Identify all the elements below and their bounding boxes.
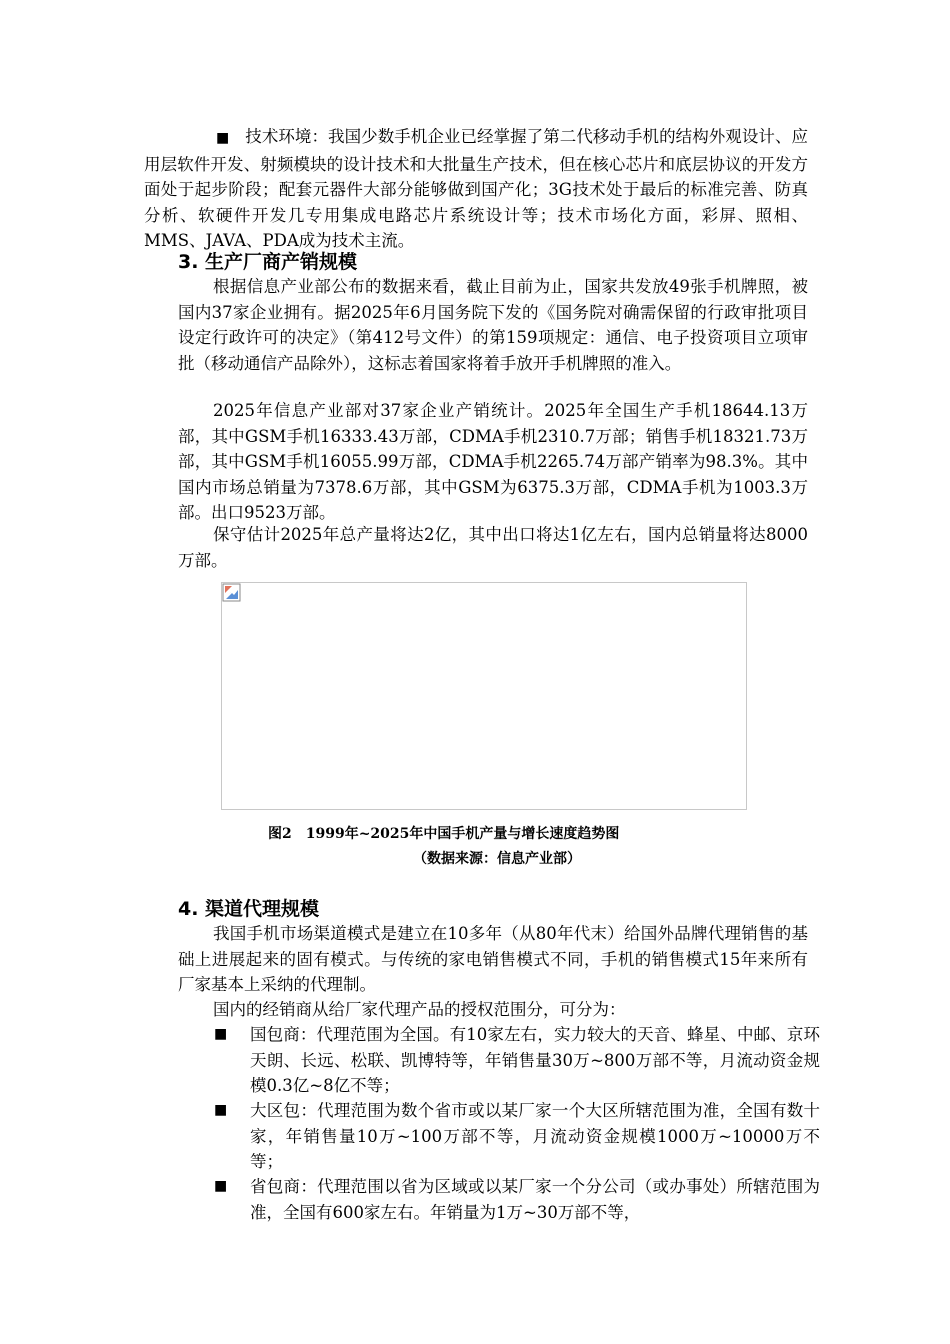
figure-2-caption: 图2 1999年~2025年中国手机产量与增长速度趋势图 bbox=[268, 826, 620, 842]
list-item bbox=[214, 1098, 820, 1175]
list-item-text: 省包商：代理范围以省为区域或以某厂家一个分公司（或办事处）所辖范围为准，全国有600家左右。年销量为1万~30万部不等， bbox=[250, 1177, 820, 1222]
section-3-heading: 3. 生产厂商产销规模 bbox=[178, 251, 358, 273]
intro-bullet bbox=[144, 124, 808, 254]
bullet-square-icon: ■ bbox=[214, 1178, 228, 1194]
section-4-heading: 4. 渠道代理规模 bbox=[178, 898, 320, 920]
section-3-paragraph-2: 2025年信息产业部对37家企业产销统计。2025年全国生产手机18644.13万部，其中GSM手机16333.43万部，CDMA手机2310.7万部；销售手机18321.73万部，其中GSM手机16055.99万部，CDMA手机2265.74万部产销率为98.3%。其中国内市场总销量为7378.6万部，其中GSM为6375.3万部，CDMA手机为1003.3万部。出口9523万部。 bbox=[178, 401, 808, 522]
section-3-paragraph-3: 保守估计2025年总产量将达2亿，其中出口将达1亿左右，国内总销量将达8000万部。 bbox=[178, 525, 808, 570]
list-item-text: 国包商：代理范围为全国。有10家左右，实力较大的天音、蜂星、中邮、京环天朗、长远、松联、凯博特等，年销售量30万~800万部不等，月流动资金规模0.3亿~8亿不等； bbox=[250, 1025, 820, 1095]
section-3-paragraph-1: 根据信息产业部公布的数据来看，截止目前为止，国家共发放49张手机牌照，被国内37家企业拥有。据2025年6月国务院下发的《国务院对确需保留的行政审批项目设定行政许可的决定》（第412号文件）的第159项规定：通信、电子投资项目立项审批（移动通信产品除外），这标志着国家将着手放开手机牌照的准入。 bbox=[178, 277, 808, 373]
list-item bbox=[214, 1174, 820, 1226]
figure-2-image-frame bbox=[221, 582, 747, 810]
intro-bullet-paragraph bbox=[144, 124, 808, 254]
list-item-text: 大区包：代理范围为数个省市或以某厂家一个大区所辖范围为准，全国有数十家，年销售量10万~100万部不等，月流动资金规模1000万~10000万不等； bbox=[250, 1101, 820, 1171]
broken-image-icon bbox=[222, 583, 242, 603]
bullet-square-icon: ■ bbox=[214, 1026, 228, 1042]
section-4-paragraph-1: 我国手机市场渠道模式是建立在10多年（从80年代末）给国外品牌代理销售的基础上进展起来的固有模式。与传统的家电销售模式不同，手机的销售模式15年来所有厂家基本上采纳的代理制。 bbox=[178, 924, 808, 994]
bullet-square-icon: ■ bbox=[216, 130, 230, 146]
section-4-paragraph-2: 国内的经销商从给厂家代理产品的授权范围分，可分为： bbox=[213, 1000, 626, 1019]
intro-bullet-label: 技术环境： bbox=[245, 127, 329, 146]
bullet-square-icon: ■ bbox=[214, 1102, 228, 1118]
intro-bullet-text: 我国少数手机企业已经掌握了第二代移动手机的结构外观设计、应用层软件开发、射频模块的设计技术和大批量生产技术，但在核心芯片和底层协议的开发方面处于起步阶段；配套元器件大部分能够做到国产化；3G技术处于最后的标准完善、防真分析、软硬件开发几专用集成电路芯片系统设计等；技术市场化方面，彩屏、照相、MMS、JAVA、PDA成为技术主流。 bbox=[144, 127, 809, 250]
list-item bbox=[214, 1022, 820, 1099]
figure-2-source: （数据来源：信息产业部） bbox=[413, 851, 581, 867]
